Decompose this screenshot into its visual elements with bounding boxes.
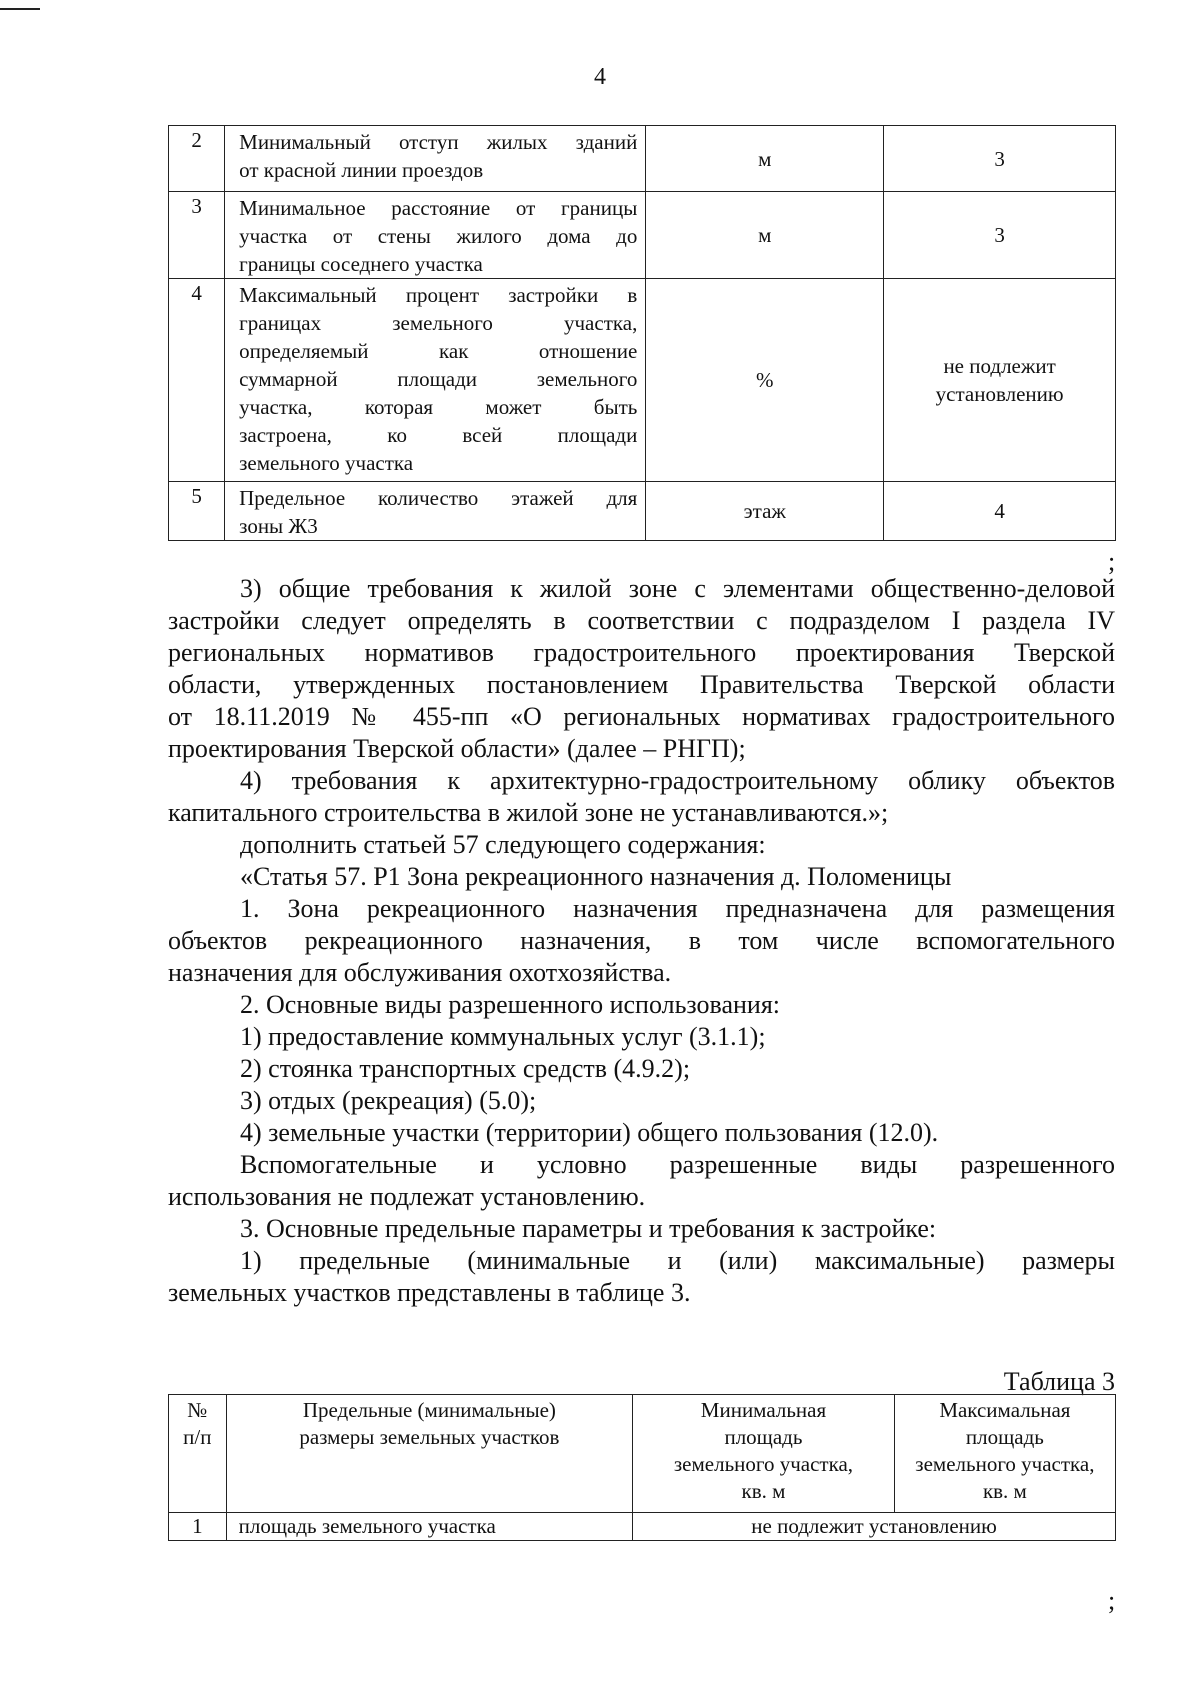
- text-line: Вспомогательные и условно разрешенные виды разрешенного: [240, 1150, 1115, 1179]
- land-plot-size-table: [168, 1394, 1116, 1541]
- list-item: 1) предоставление коммунальных услуг (3.1.1);: [240, 1022, 766, 1051]
- table-row: [169, 1513, 1116, 1541]
- header-min-area: Минимальная площадь земельного участка, кв. м: [633, 1395, 895, 1513]
- parameter-name: Предельное количество этажей для зоны Ж3: [225, 482, 646, 541]
- table-row: [169, 279, 1116, 482]
- parameter-name: Минимальный отступ жилых зданий от красной линии проездов: [225, 126, 646, 192]
- table-row: [169, 126, 1116, 192]
- parameter-value: не подлежит установлению: [884, 279, 1116, 482]
- list-item: 4) земельные участки (территории) общего пользования (12.0).: [240, 1118, 939, 1147]
- parameter-unit: %: [646, 279, 884, 482]
- parameter-unit: м: [646, 192, 884, 279]
- table-caption: Таблица 3: [1003, 1367, 1115, 1396]
- scan-mark: [0, 8, 40, 10]
- text-line: назначения для обслуживания охотхозяйства.: [168, 958, 672, 987]
- row-value: не подлежит установлению: [633, 1513, 1116, 1541]
- row-name: площадь земельного участка: [226, 1513, 632, 1541]
- header-name: Предельные (минимальные) размеры земельных участков: [226, 1395, 632, 1513]
- parameter-value: 3: [884, 126, 1116, 192]
- row-number: 4: [169, 279, 225, 482]
- row-number: 1: [169, 1513, 227, 1541]
- parameter-name: Максимальный процент застройки в границах земельного участка, определяемый как отношение суммарной площади земельного участка, которая может быть застроена, ко всей площади земельного участка: [225, 279, 646, 482]
- parameter-value: 4: [884, 482, 1116, 541]
- parameter-unit: м: [646, 126, 884, 192]
- table-header-row: [169, 1395, 1116, 1513]
- list-item: 2) стоянка транспортных средств (4.9.2);: [240, 1054, 691, 1083]
- text-line: использования не подлежат установлению.: [168, 1182, 646, 1211]
- text-line: 3. Основные предельные параметры и требования к застройке:: [240, 1214, 937, 1243]
- body-text: [168, 573, 1115, 1309]
- text-line: от 18.11.2019 № 455-пп «О региональных нормативах градостроительного: [168, 702, 1115, 731]
- text-line: земельных участков представлены в таблице 3.: [168, 1278, 691, 1307]
- text-line: застройки следует определять в соответствии с подразделом I раздела IV: [168, 606, 1115, 635]
- article-title: «Статья 57. Р1 Зона рекреационного назначения д. Поломеницы: [240, 862, 952, 891]
- table-row: [169, 192, 1116, 279]
- text-line: региональных нормативов градостроительного проектирования Тверской: [168, 638, 1115, 667]
- text-line: дополнить статьей 57 следующего содержания:: [240, 830, 766, 859]
- text-line: проектирования Тверской области» (далее – РНГП);: [168, 734, 746, 763]
- text-line: 2. Основные виды разрешенного использования:: [240, 990, 781, 1019]
- row-number: 2: [169, 126, 225, 192]
- row-number: 3: [169, 192, 225, 279]
- text-line: 3) общие требования к жилой зоне с элементами общественно-деловой: [240, 574, 1115, 603]
- semicolon-mark: ;: [1108, 1586, 1116, 1615]
- text-line: 4) требования к архитектурно-градостроительному облику объектов: [240, 766, 1115, 795]
- header-number: № п/п: [169, 1395, 227, 1513]
- page-number: 4: [594, 64, 606, 90]
- parameter-value: 3: [884, 192, 1116, 279]
- text-line: 1) предельные (минимальные и (или) максимальные) размеры: [240, 1246, 1115, 1275]
- header-max-area: Максимальная площадь земельного участка, кв. м: [894, 1395, 1115, 1513]
- text-line: капитального строительства в жилой зоне не устанавливаются.»;: [168, 798, 889, 827]
- zone-parameters-table: [168, 125, 1116, 541]
- row-number: 5: [169, 482, 225, 541]
- text-line: объектов рекреационного назначения, в том числе вспомогательного: [168, 926, 1115, 955]
- semicolon-mark: ;: [1108, 547, 1116, 576]
- parameter-unit: этаж: [646, 482, 884, 541]
- table-row: [169, 482, 1116, 541]
- text-line: 1. Зона рекреационного назначения предназначена для размещения: [240, 894, 1115, 923]
- text-line: области, утвержденных постановлением Правительства Тверской области: [168, 670, 1115, 699]
- list-item: 3) отдых (рекреация) (5.0);: [240, 1086, 537, 1115]
- parameter-name: Минимальное расстояние от границы участка от стены жилого дома до границы соседнего участка: [225, 192, 646, 279]
